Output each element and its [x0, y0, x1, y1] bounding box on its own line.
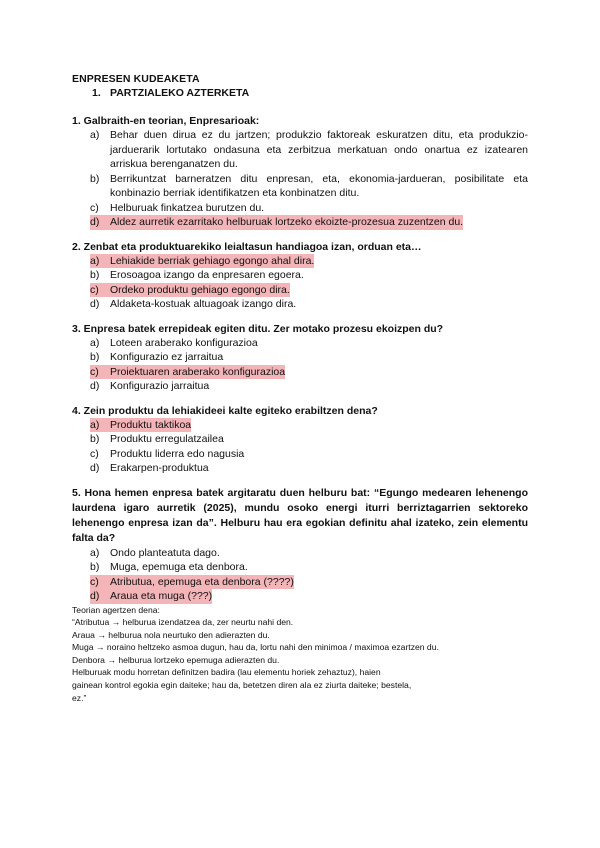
option-2d: d) Aldaketa-kostuak altuagoak izango dira. [90, 298, 297, 310]
document-title: ENPRESEN KUDEAKETA [72, 73, 200, 85]
option-2b: b) Erosoagoa izango da enpresaren egoera. [90, 269, 304, 281]
subtitle-text: PARTZIALEKO AZTERKETA [110, 87, 250, 99]
question-2: 2. Zenbat eta produktuarekiko leialtasun handiagoa izan, orduan eta… [72, 240, 422, 253]
question-1: 1. Galbraith-en teorian, Enpresarioak: [72, 115, 260, 127]
option-5d: d) Araua eta muga (???) [72, 589, 212, 604]
note-line: Muga → noraino heltzeko asmoa dugun, hau da, lortu nahi den minimoa / maximoa ezartzen du. [72, 642, 439, 653]
option-4b: b) Produktu erregulatzailea [90, 433, 224, 445]
option-3d: d) Konfigurazio jarraitua [90, 380, 210, 392]
option-1d: d) Aldez aurretik ezarritako helburuak lortzeko ekoizte-prozesua zuzentzen du. [72, 215, 463, 230]
question-1-options [72, 128, 528, 230]
option-3c: c) Proiektuaren araberako konfigurazioa [72, 365, 285, 380]
question-5: 5. Hona hemen enpresa batek argitaratu duen helburu bat: “Egungo medearen lehenengo laurdena igaro aurretik (2025), mundu osoko energi iturri berriztagarrien sektoreko lehenengo enpresa izan da”. Helburu hau era egokian definitu ahal izateko, zein elementu falta da? [72, 486, 528, 544]
option-1b: b) Berrikuntzat barneratzen ditu enpresan, eta, ekonomia-jardueran, posibilitate eta konbinazio berriak identifikatzen eta konbinatzen ditu. [90, 172, 528, 199]
note-line: ez.” [72, 692, 87, 703]
option-1a: a) Behar duen dirua ez du jartzen; produkzio faktoreak eskuratzen ditu, eta produkzio-jarduerarik lortutako ondasuna eta zerbitzua merkatuan ondo onartua ez izatearen arriskua berenganatzen du. [90, 129, 528, 170]
option-2c: c) Ordeko produktu gehiago egongo dira. [72, 283, 290, 298]
note-line: Araua → helburua nola neurtuko den adierazten du. [72, 629, 270, 640]
question-3-options [72, 336, 528, 394]
note-line: gainean kontrol egokia egin daiteke; hau da, betetzen diren ala ez ziurta daiteke; bestela, [72, 680, 412, 691]
note-line: “Atributua → helburua izendatzea da, zer neurtu nahi den. [72, 617, 294, 628]
question-4-options [72, 418, 528, 476]
question-4: 4. Zein produktu da lehiakideei kalte egiteko erabiltzen dena? [72, 404, 378, 417]
question-2-options [72, 254, 528, 312]
option-2a: a) Lehiakide berriak gehiago egongo ahal dira. [72, 254, 314, 269]
option-1c: c) Helburuak finkatzea burutzen du. [90, 201, 265, 214]
option-4d: d) Erakarpen-produktua [90, 462, 209, 474]
option-4c: c) Produktu liderra edo nagusia [90, 447, 245, 460]
option-3a: a) Loteen araberako konfigurazioa [90, 336, 258, 349]
note-line: Teorian agertzen dena: [72, 604, 160, 615]
question-3: 3. Enpresa batek errepideak egiten ditu. Zer motako prozesu ekoizpen du? [72, 322, 444, 335]
subtitle-number: 1. [92, 87, 101, 99]
note-line: Helburuak modu horretan definitzen badira (lau elementu horiek zehaztuz), haien [72, 667, 381, 678]
note-line: Denbora → helburua lortzeko epemuga adierazten du. [72, 654, 280, 665]
option-5b: b) Muga, epemuga eta denbora. [90, 561, 248, 573]
question-5-options [72, 546, 528, 604]
theory-note [72, 604, 528, 705]
document-page [72, 72, 528, 704]
option-5c: c) Atributua, epemuga eta denbora (????) [72, 575, 294, 590]
exam-subtitle [92, 86, 528, 100]
option-4a: a) Produktu taktikoa [72, 418, 191, 433]
option-3b: b) Konfigurazio ez jarraitua [90, 351, 224, 363]
option-5a: a) Ondo planteatuta dago. [90, 546, 220, 559]
